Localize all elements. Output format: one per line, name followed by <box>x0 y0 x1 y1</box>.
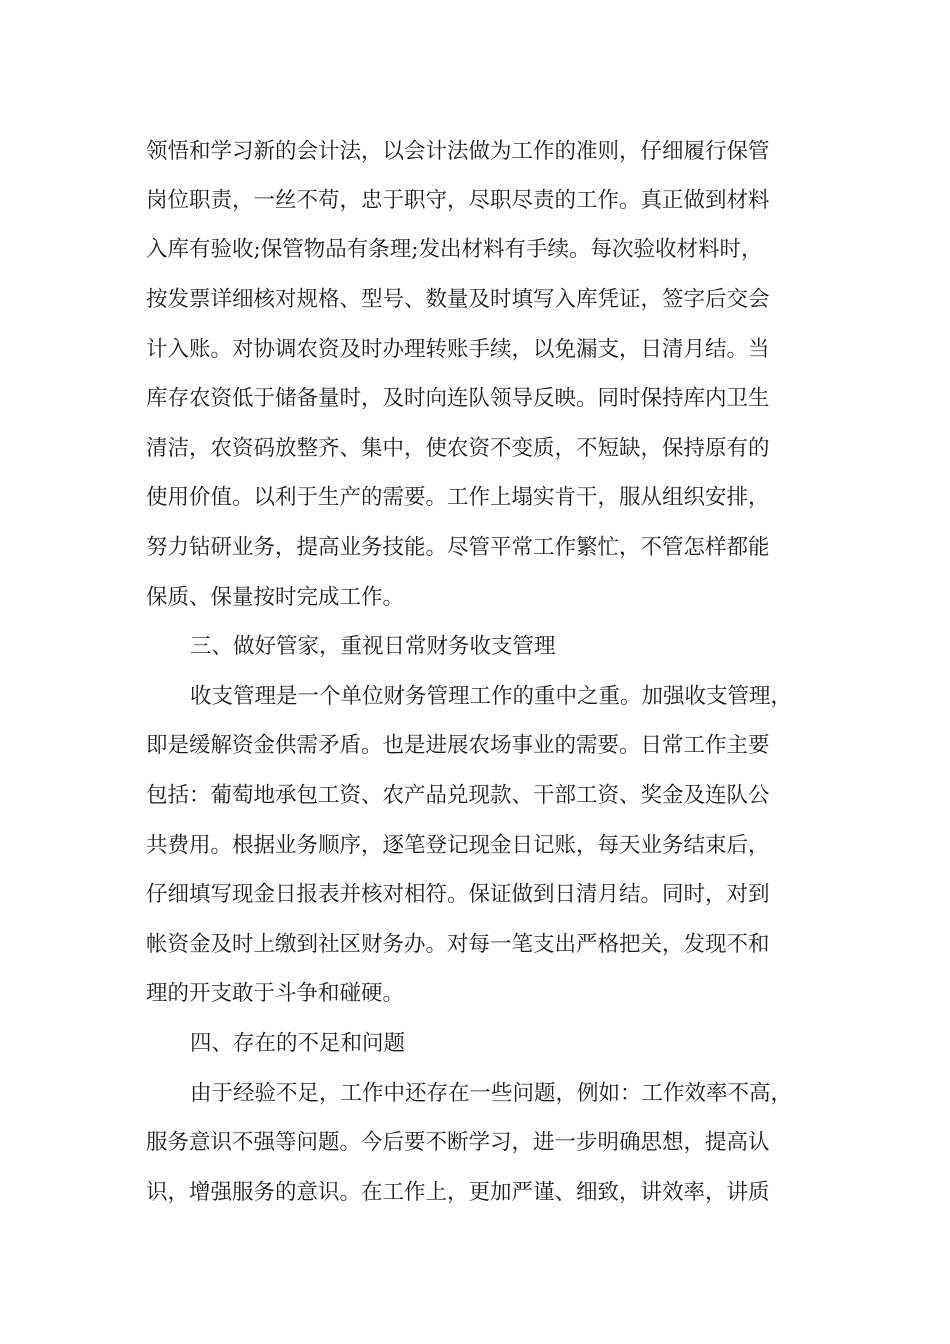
text-line <box>0 379 950 419</box>
text-line <box>0 677 950 717</box>
text-line-content: 库存农资低于储备量时，及时向连队领导反映。同时保持库内卫生 <box>146 386 770 411</box>
text-line-content: 识，增强服务的意识。在工作上，更加严谨、细致，讲效率，讲质 <box>146 1180 770 1205</box>
text-line-content: 计入账。对协调农资及时办理转账手续，以免漏支，日清月结。当 <box>146 337 770 362</box>
text-line <box>0 974 950 1014</box>
text-line-content: 由于经验不足，工作中还存在一些问题，例如：工作效率不高， <box>190 1081 793 1106</box>
text-line-content: 使用价值。以利于生产的需要。工作上塌实肯干，服从组织安排， <box>146 485 770 510</box>
text-line <box>0 132 950 172</box>
text-line <box>0 1173 950 1213</box>
text-line <box>0 280 950 320</box>
text-line-content: 按发票详细核对规格、型号、数量及时填写入库凭证，签字后交会 <box>146 287 770 312</box>
text-line <box>0 478 950 518</box>
text-line-content: 收支管理是一个单位财务管理工作的重中之重。加强收支管理， <box>190 684 793 709</box>
text-line-content: 共费用。根据业务顺序，逐笔登记现金日记账，每天业务结束后， <box>146 833 770 858</box>
text-line-content: 保质、保量按时完成工作。 <box>146 585 405 610</box>
text-line <box>0 429 950 469</box>
text-line <box>0 230 950 270</box>
section-heading <box>0 627 950 667</box>
text-line <box>0 875 950 915</box>
text-line-content: 仔细填写现金日报表并核对相符。保证做到日清月结。同时，对到 <box>146 882 770 907</box>
text-line-content: 理的开支敢于斗争和碰硬。 <box>146 981 405 1006</box>
text-line-content: 岗位职责，一丝不苟，忠于职守，尽职尽责的工作。真正做到材料 <box>146 188 770 213</box>
text-line <box>0 330 950 370</box>
text-line-content: 服务意识不强等问题。今后要不断学习，进一步明确思想，提高认 <box>146 1130 770 1155</box>
section-heading-text: 四、存在的不足和问题 <box>190 1031 406 1056</box>
text-line <box>0 181 950 221</box>
text-line-content: 即是缓解资金供需矛盾。也是进展农场事业的需要。日常工作主要 <box>146 733 770 758</box>
text-line <box>0 578 950 618</box>
section-heading <box>0 1024 950 1064</box>
text-line-content: 领悟和学习新的会计法，以会计法做为工作的准则，仔细履行保管 <box>146 139 770 164</box>
text-line <box>0 776 950 816</box>
text-line <box>0 528 950 568</box>
text-line-content: 清洁，农资码放整齐、集中，使农资不变质，不短缺，保持原有的 <box>146 436 770 461</box>
text-line-content: 帐资金及时上缴到社区财务办。对每一笔支出严格把关，发现不和 <box>146 932 770 957</box>
text-line-content: 入库有验收;保管物品有条理;发出材料有手续。每次验收材料时， <box>146 237 763 262</box>
text-line <box>0 1123 950 1163</box>
text-line <box>0 925 950 965</box>
text-line-content: 努力钻研业务，提高业务技能。尽管平常工作繁忙，不管怎样都能 <box>146 535 770 560</box>
text-line <box>0 1074 950 1114</box>
text-line <box>0 726 950 766</box>
text-line <box>0 826 950 866</box>
text-line-content: 包括：葡萄地承包工资、农产品兑现款、干部工资、奖金及连队公 <box>146 783 770 808</box>
section-heading-text: 三、做好管家，重视日常财务收支管理 <box>190 634 556 659</box>
